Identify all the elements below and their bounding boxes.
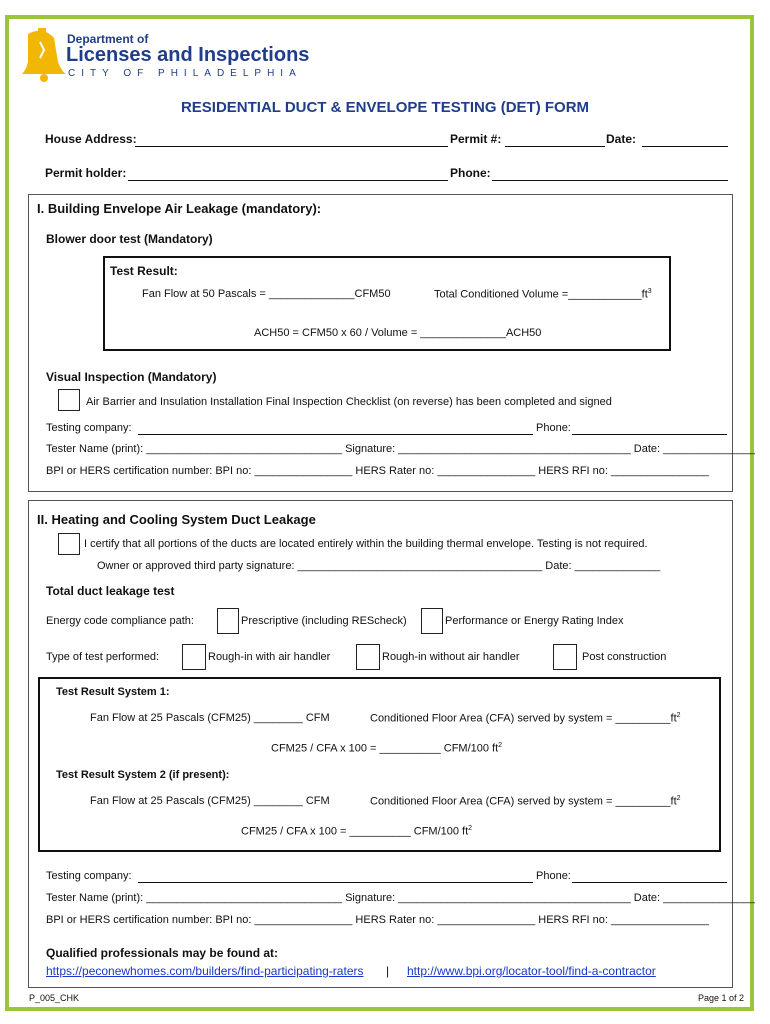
certification-line: BPI or HERS certification number: BPI no: ________________ HERS Rater no: ________________ HERS RFI no: ________________ [46,465,709,477]
pecone-link[interactable]: https://peconewhomes.com/builders/find-participating-raters [46,964,364,978]
permit-no-label: Permit #: [450,132,502,146]
rough-with-checkbox[interactable] [182,644,206,670]
post-construction-checkbox[interactable] [553,644,577,670]
tester-name-line: Tester Name (print): ________________________________ Signature: ______________________________________ Date: _______________ [46,443,755,455]
certify-label: I certify that all portions of the ducts are located entirely within the building thermal envelope. Testing is not required. [84,538,648,550]
owner-signature-line: Owner or approved third party signature: ________________________________________ Date: ______________ [97,560,661,572]
testing-phone-label: Phone: [536,422,571,434]
phone-label: Phone: [450,166,491,180]
tester-name-line-2: Tester Name (print): ________________________________ Signature: ______________________________________ Date: _______________ [46,892,755,904]
performance-checkbox[interactable] [421,608,443,634]
section-2-title: II. Heating and Cooling System Duct Leakage [37,512,316,527]
ach50-formula: ACH50 = CFM50 x 60 / Volume = ______________ACH50 [254,327,542,339]
rough-with-label: Rough-in with air handler [208,651,331,663]
permit-no-input[interactable] [505,146,605,147]
energy-path-label: Energy code compliance path: [46,615,194,627]
total-duct-heading: Total duct leakage test [46,584,175,598]
phone-input[interactable] [492,180,728,181]
system-1-cfm100: CFM25 / CFA x 100 = __________ CFM/100 $ft^2$ [271,742,503,755]
fan-flow-50: Fan Flow at 50 Pascals = ______________CFM50 [142,288,391,300]
testing-phone-input-2[interactable] [572,882,727,883]
system-1-cfa: Conditioned Floor Area (CFA) served by system = $\_\_\_\_\_\_\_\_\_ft^2$ [370,712,681,725]
section-1-title: I. Building Envelope Air Leakage (mandatory): [37,201,322,216]
testing-company-input-2[interactable] [138,882,533,883]
link-separator: | [386,964,390,978]
testing-phone-label-2: Phone: [536,870,571,882]
certify-checkbox[interactable] [58,533,80,555]
system-2-cfm100: CFM25 / CFA x 100 = __________ CFM/100 $ft^2$ [241,825,473,838]
checklist-checkbox[interactable] [58,389,80,411]
logo [18,28,68,84]
testing-company-label: Testing company: [46,422,132,434]
dept-name: Licenses and Inspections [66,44,310,66]
system-2-fan-flow: Fan Flow at 25 Pascals (CFM25) ________ CFM [90,795,330,807]
blower-door-heading: Blower door test (Mandatory) [46,232,213,246]
city-name: CITY OF PHILADELPHIA [68,68,302,79]
prescriptive-checkbox[interactable] [217,608,239,634]
page-number: Page 1 of 2 [698,993,745,1003]
permit-holder-input[interactable] [128,180,448,181]
liberty-bell-icon [18,28,68,84]
rough-without-checkbox[interactable] [356,644,380,670]
house-address-input[interactable] [135,146,448,147]
rough-without-label: Rough-in without air handler [382,651,520,663]
dept-line: Department of [67,32,149,46]
testing-company-label-2: Testing company: [46,870,132,882]
date-label: Date: [606,132,637,146]
system-1-heading: Test Result System 1: [56,686,170,698]
system-2-heading: Test Result System 2 (if present): [56,769,230,781]
system-1-fan-flow: Fan Flow at 25 Pascals (CFM25) ________ CFM [90,712,330,724]
form-title: RESIDENTIAL DUCT & ENVELOPE TESTING (DET) FORM [180,99,590,116]
prescriptive-label: Prescriptive (including REScheck) [241,615,407,627]
bpi-link[interactable]: http://www.bpi.org/locator-tool/find-a-contractor [407,964,656,978]
testing-company-input[interactable] [138,434,533,435]
footer-code: P_005_CHK [29,993,80,1003]
post-construction-label: Post construction [582,651,667,663]
test-result-label: Test Result: [110,264,178,278]
performance-label: Performance or Energy Rating Index [445,615,624,627]
testing-phone-input[interactable] [572,434,727,435]
permit-holder-label: Permit holder: [45,166,127,180]
checklist-label: Air Barrier and Insulation Installation Final Inspection Checklist (on reverse) has been completed and signed [86,396,612,408]
house-address-label: House Address: [45,132,137,146]
total-volume: Total Conditioned Volume $=\_\_\_\_\_\_\_\_\_\_\_\_ft^3$ [434,288,652,301]
system-2-cfa: Conditioned Floor Area (CFA) served by system = $\_\_\_\_\_\_\_\_\_ft^2$ [370,795,681,808]
visual-inspection-heading: Visual Inspection (Mandatory) [46,370,217,384]
test-type-label: Type of test performed: [46,651,160,663]
certification-line-2: BPI or HERS certification number: BPI no: ________________ HERS Rater no: ________________ HERS RFI no: ________________ [46,914,709,926]
qualified-heading: Qualified professionals may be found at: [46,946,279,960]
date-input[interactable] [642,146,728,147]
